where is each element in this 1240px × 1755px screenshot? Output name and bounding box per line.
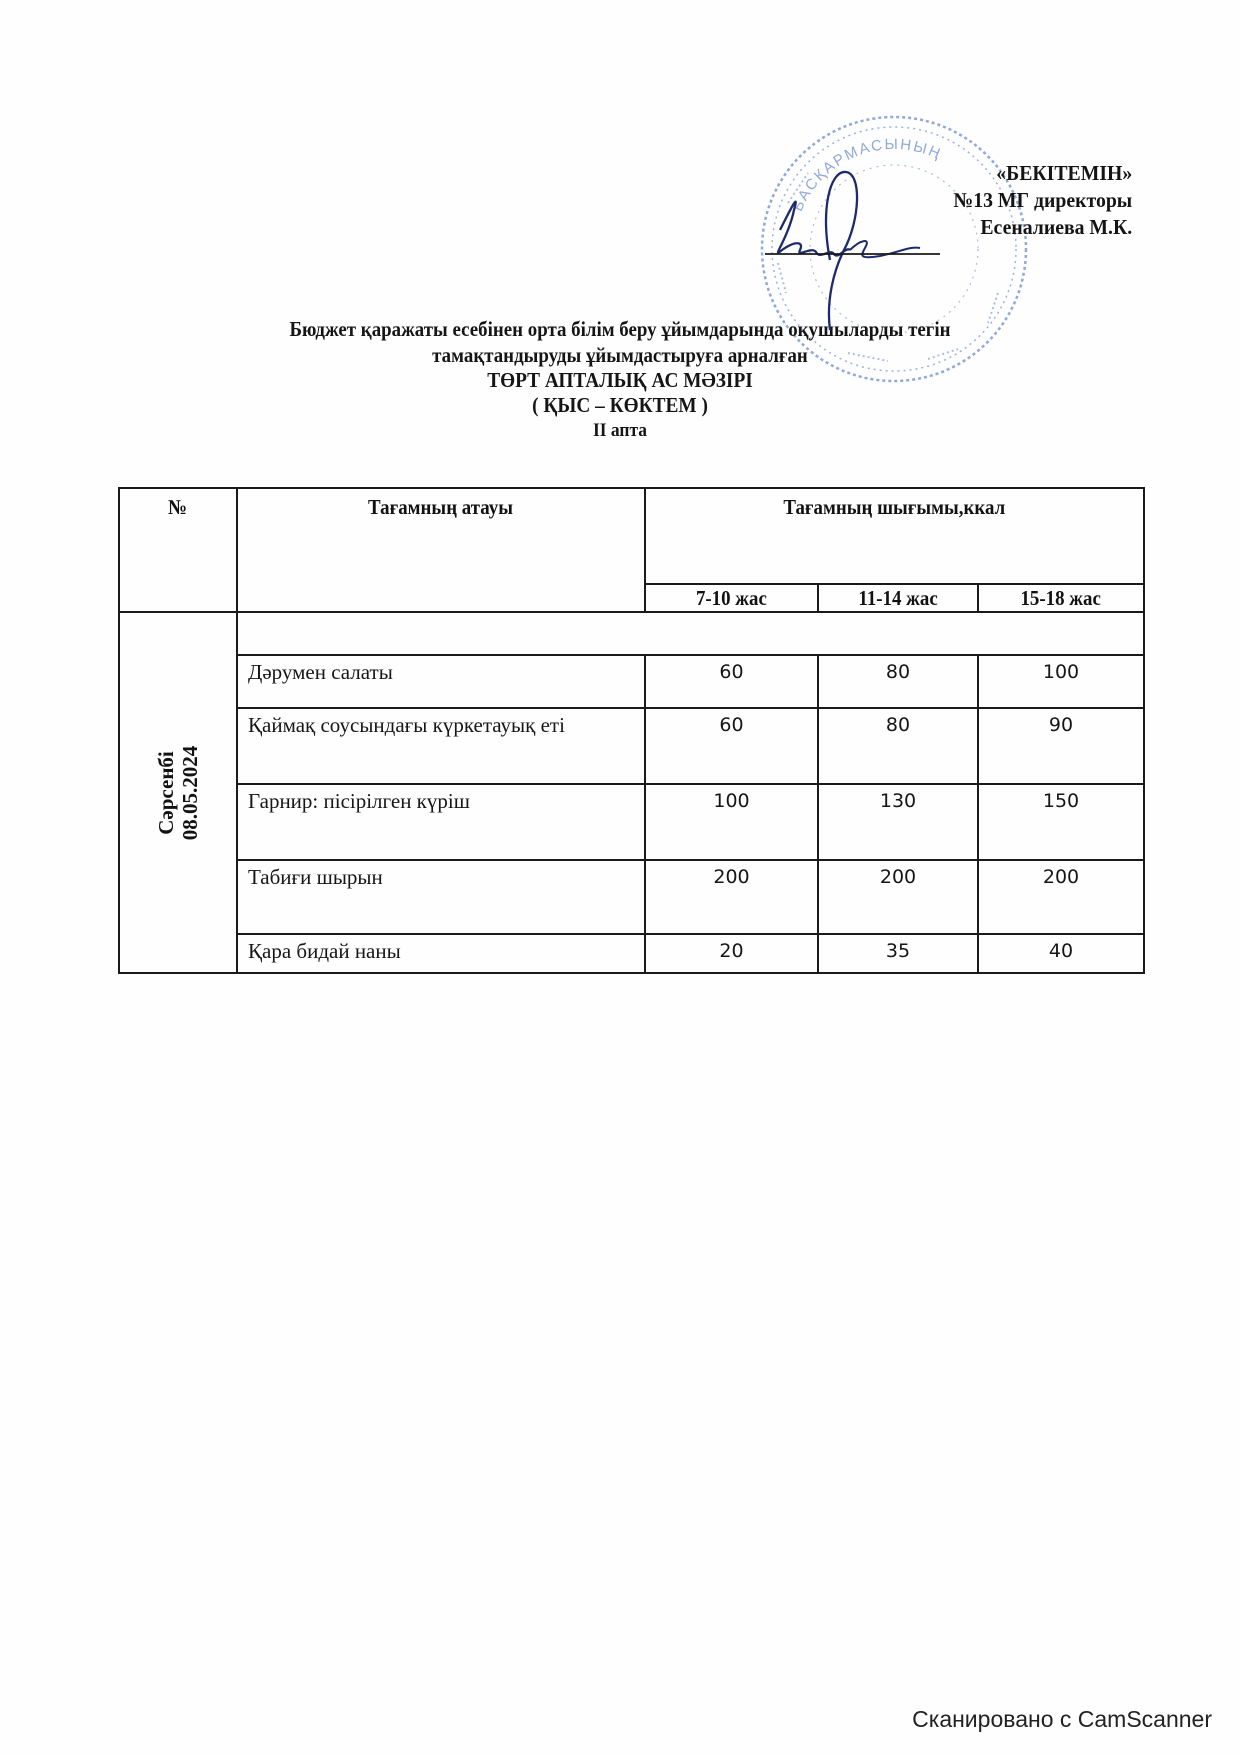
dish-name: Гарнир: пісірілген күріш (237, 784, 645, 860)
title-season: ( ҚЫС – КӨКТЕМ ) (532, 393, 708, 417)
camscanner-watermark: Сканировано с CamScanner (912, 1706, 1212, 1732)
stamp-ring-text: БАСҚАРМАСЫНЫҢ (789, 135, 945, 214)
kcal-7-10: 100 (645, 784, 818, 860)
table-blank-row (119, 612, 1144, 655)
kcal-7-10: 20 (645, 934, 818, 973)
kcal-15-18: 200 (978, 860, 1144, 934)
day-cell (119, 612, 237, 973)
kcal-11-14: 130 (818, 784, 978, 860)
kcal-7-10: 60 (645, 655, 818, 708)
document-title (0, 316, 1240, 443)
kcal-11-14: 80 (818, 708, 978, 784)
blank-cell (237, 612, 1144, 655)
kcal-7-10: 200 (645, 860, 818, 934)
header-age-15-18: 15-18 жас (978, 584, 1144, 612)
dish-name: Дәрумен салаты (237, 655, 645, 708)
dish-name: Қара бидай наны (237, 934, 645, 973)
header-number: № (119, 488, 237, 612)
signature-icon (760, 150, 960, 350)
menu-table (118, 487, 1145, 974)
table-row (119, 934, 1144, 973)
kcal-15-18: 150 (978, 784, 1144, 860)
title-week: ІІ апта (592, 420, 648, 441)
title-line-2: тамақтандыруды ұйымдастыруға арналған (432, 343, 808, 367)
kcal-15-18: 90 (978, 708, 1144, 784)
dish-name: Табиғи шырын (237, 860, 645, 934)
kcal-15-18: 100 (978, 655, 1144, 708)
day-date: 08.05.2024 (178, 745, 202, 840)
table-header-row (119, 488, 1144, 584)
kcal-11-14: 200 (818, 860, 978, 934)
kcal-11-14: 80 (818, 655, 978, 708)
header-output: Тағамның шығымы,ккал (645, 488, 1144, 584)
kcal-11-14: 35 (818, 934, 978, 973)
table-row (119, 860, 1144, 934)
title-line-1: Бюджет қаражаты есебінен орта білім беру ұйымдарында оқушыларды тегін (289, 317, 951, 341)
table-row (119, 708, 1144, 784)
header-dish-name: Тағамның атауы (237, 488, 645, 612)
title-line-3: ТӨРТ АПТАЛЫҚ АС МӘЗІРІ (487, 368, 753, 392)
kcal-15-18: 40 (978, 934, 1144, 973)
day-label (154, 745, 202, 840)
header-age-11-14: 11-14 жас (818, 584, 978, 612)
table-row (119, 655, 1144, 708)
dish-name: Қаймақ соусындағы күркетауық еті (237, 708, 645, 784)
table-row (119, 784, 1144, 860)
approval-name: Есеналиева М.К. (980, 215, 1132, 239)
approval-block (953, 160, 1132, 241)
header-age-7-10: 7-10 жас (645, 584, 818, 612)
approval-heading: «БЕКІТЕМІН» (996, 161, 1132, 185)
approval-position: №13 МГ директоры (953, 188, 1132, 212)
kcal-7-10: 60 (645, 708, 818, 784)
day-weekday: Сәрсенбі (154, 750, 178, 835)
